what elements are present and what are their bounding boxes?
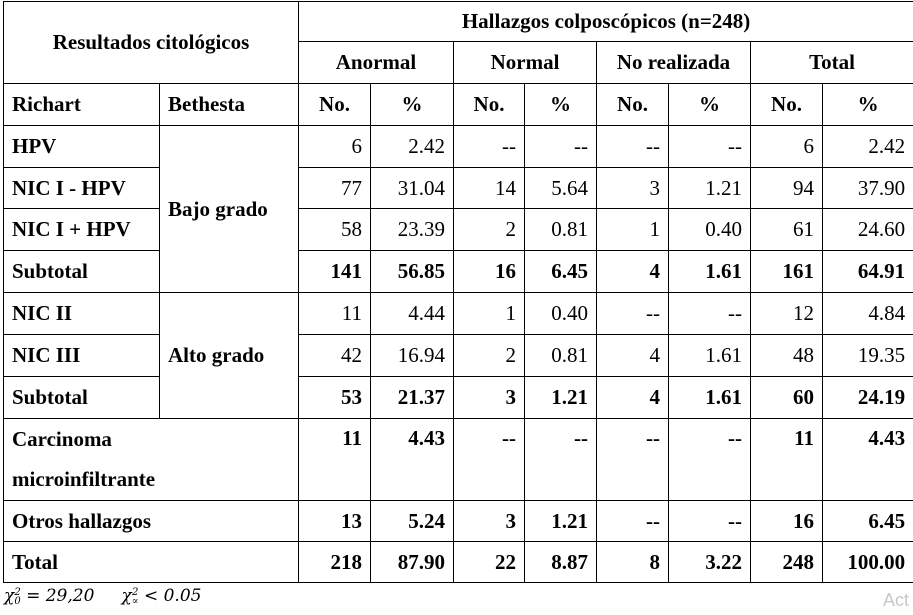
table-cell: 5.24 [371, 501, 454, 542]
activation-watermark: Act [882, 590, 909, 610]
table-cell: 24.60 [823, 209, 913, 251]
table-cell: 2.42 [371, 126, 454, 168]
header-group-anormal: Anormal [299, 42, 454, 84]
table-cell: 60 [751, 377, 823, 419]
table-cell: 4.43 [371, 419, 454, 501]
table-cell: 1.61 [669, 251, 751, 293]
header-no: No. [454, 84, 525, 126]
table-cell: 3.22 [669, 542, 751, 583]
table-cell: 94 [751, 168, 823, 209]
table-cell: 161 [751, 251, 823, 293]
table-cell: 58 [299, 209, 371, 251]
table-cell: 11 [299, 293, 371, 335]
chi-sub: ∝ [131, 595, 139, 607]
table-cell: 141 [299, 251, 371, 293]
table-row [4, 419, 913, 501]
chi-sub: 0 [14, 595, 21, 607]
table-cell: -- [669, 501, 751, 542]
table-cell: 6 [751, 126, 823, 168]
header-no: No. [299, 84, 371, 126]
table-cell: 56.85 [371, 251, 454, 293]
table-cell: 8 [597, 542, 669, 583]
header-group-no-realizada: No realizada [597, 42, 751, 84]
table-cell: -- [525, 126, 597, 168]
table-cell: 77 [299, 168, 371, 209]
table-cell: 21.37 [371, 377, 454, 419]
row-label-carcinoma [4, 419, 299, 501]
row-label-line: Carcinoma [12, 427, 112, 451]
table-cell: 64.91 [823, 251, 913, 293]
table-cell: 5.64 [525, 168, 597, 209]
table-cell: 11 [751, 419, 823, 501]
table-cell: 22 [454, 542, 525, 583]
table-row-total [4, 542, 913, 583]
bethesta-alto-grado: Alto grado [160, 293, 299, 419]
chi-sup: 2 [14, 586, 21, 598]
table-cell: 1 [597, 209, 669, 251]
header-group-normal: Normal [454, 42, 597, 84]
header-pct: % [525, 84, 597, 126]
table-cell: 1.21 [669, 168, 751, 209]
row-label: Subtotal [4, 251, 160, 293]
table-cell: 8.87 [525, 542, 597, 583]
chi-sup: 2 [131, 586, 139, 598]
table-cell: 6 [299, 126, 371, 168]
table-row [4, 168, 913, 209]
row-label: NIC I - HPV [4, 168, 160, 209]
table-cell: -- [597, 419, 669, 501]
row-label: NIC III [4, 335, 160, 377]
row-label: HPV [4, 126, 160, 168]
table-row [4, 501, 913, 542]
table-cell: 6.45 [823, 501, 913, 542]
header-group-total: Total [751, 42, 913, 84]
table-cell: 11 [299, 419, 371, 501]
chi-square-alpha: χ 2 ∝ < 0.05 [121, 586, 202, 607]
header-pct: % [371, 84, 454, 126]
table-cell: 16.94 [371, 335, 454, 377]
table-row [4, 293, 913, 335]
table-cell: 4.84 [823, 293, 913, 335]
table-cell: 53 [299, 377, 371, 419]
table-cell: 3 [597, 168, 669, 209]
table-cell: 37.90 [823, 168, 913, 209]
table-cell: 4 [597, 377, 669, 419]
table-cell: -- [454, 419, 525, 501]
table-cell: -- [597, 293, 669, 335]
table-cell: 31.04 [371, 168, 454, 209]
row-label: NIC II [4, 293, 160, 335]
header-resultados: Resultados citológicos [4, 2, 299, 84]
table-cell: 100.00 [823, 542, 913, 583]
table-cell: 16 [751, 501, 823, 542]
header-richart: Richart [4, 84, 160, 126]
table-cell: 6.45 [525, 251, 597, 293]
table-cell: 4.44 [371, 293, 454, 335]
table-row-subtotal [4, 251, 913, 293]
table-cell: 14 [454, 168, 525, 209]
table-cell: 16 [454, 251, 525, 293]
table-cell: 0.81 [525, 209, 597, 251]
table-cell: 4 [597, 251, 669, 293]
row-label: Subtotal [4, 377, 160, 419]
table-cell: 13 [299, 501, 371, 542]
table-cell: 48 [751, 335, 823, 377]
header-no: No. [751, 84, 823, 126]
table-cell: 23.39 [371, 209, 454, 251]
table-cell: 24.19 [823, 377, 913, 419]
table-cell: -- [454, 126, 525, 168]
table-cell: 1 [454, 293, 525, 335]
table-row [4, 126, 913, 168]
table-row [4, 335, 913, 377]
chi-square-observed: χ 2 0 = 29,20 [4, 586, 95, 607]
row-label-line: microinfiltrante [12, 467, 156, 491]
table-cell: 1.21 [525, 377, 597, 419]
table-cell: 4 [597, 335, 669, 377]
table-cell: -- [669, 126, 751, 168]
table-cell: 3 [454, 377, 525, 419]
chi-square-formula [4, 586, 201, 606]
header-hallazgos: Hallazgos colposcópicos (n=248) [299, 2, 913, 42]
table-cell: 2 [454, 335, 525, 377]
header-no: No. [597, 84, 669, 126]
table-cell: 0.81 [525, 335, 597, 377]
row-label: Total [4, 542, 299, 583]
table-cell: 1.61 [669, 377, 751, 419]
table-cell: 12 [751, 293, 823, 335]
table-cell: 1.21 [525, 501, 597, 542]
table-cell: 61 [751, 209, 823, 251]
table-cell: 87.90 [371, 542, 454, 583]
table-cell: 1.61 [669, 335, 751, 377]
chi-alpha-value: < 0.05 [143, 586, 202, 606]
table-cell: 0.40 [669, 209, 751, 251]
table-cell: 248 [751, 542, 823, 583]
header-pct: % [823, 84, 913, 126]
bethesta-bajo-grado: Bajo grado [160, 126, 299, 293]
table-cell: 218 [299, 542, 371, 583]
table-row-subtotal [4, 377, 913, 419]
table-cell: -- [669, 419, 751, 501]
table-cell: 2.42 [823, 126, 913, 168]
table-row [4, 209, 913, 251]
table-cell: 4.43 [823, 419, 913, 501]
chi-observed-value: = 29,20 [26, 586, 95, 606]
table-cell: 19.35 [823, 335, 913, 377]
table-cell: 2 [454, 209, 525, 251]
results-table [3, 1, 913, 583]
table-cell: 3 [454, 501, 525, 542]
table-cell: -- [669, 293, 751, 335]
row-label: NIC I + HPV [4, 209, 160, 251]
row-label: Otros hallazgos [4, 501, 299, 542]
table-cell: -- [597, 501, 669, 542]
header-bethesta: Bethesta [160, 84, 299, 126]
table-cell: -- [597, 126, 669, 168]
table-cell: -- [525, 419, 597, 501]
header-pct: % [669, 84, 751, 126]
table-cell: 42 [299, 335, 371, 377]
table-cell: 0.40 [525, 293, 597, 335]
